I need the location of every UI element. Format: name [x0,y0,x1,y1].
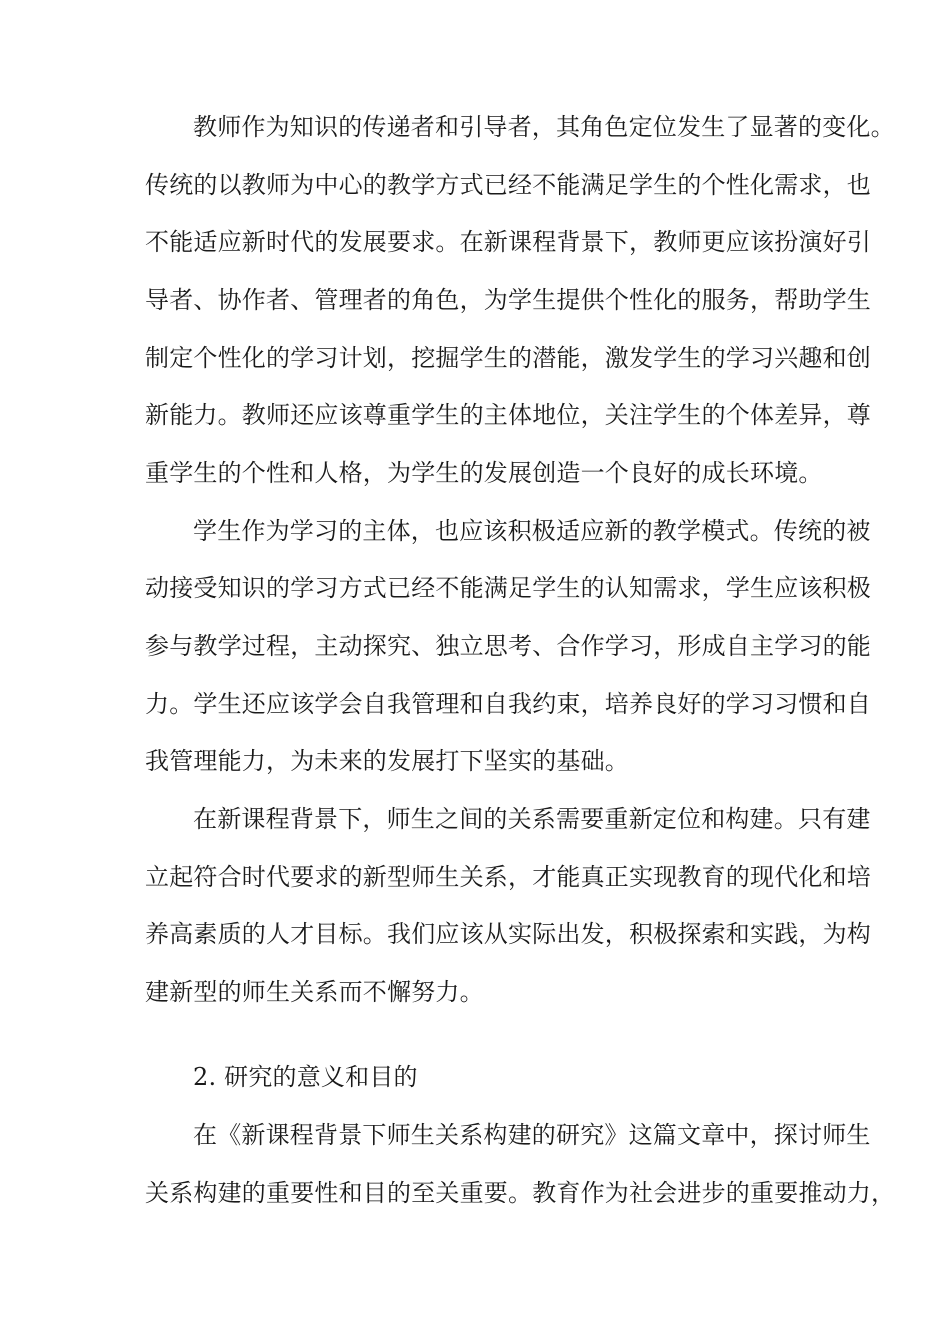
paragraph-1-line-1: 教师作为知识的传递者和引导者，其角色定位发生了显著的变化。 [193,113,895,141]
paragraph-2-line-5: 我管理能力，为未来的发展打下坚实的基础。 [145,747,629,775]
paragraph-1-line-2: 传统的以教师为中心的教学方式已经不能满足学生的个性化需求，也 [145,171,871,199]
paragraph-3-line-4: 建新型的师生关系而不懈努力。 [145,978,484,1006]
paragraph-3-line-2: 立起符合时代要求的新型师生关系，才能真正实现教育的现代化和培 [145,863,871,891]
paragraph-2-line-2: 动接受知识的学习方式已经不能满足学生的认知需求，学生应该积极 [145,574,871,602]
paragraph-2-line-4: 力。学生还应该学会自我管理和自我约束，培养良好的学习习惯和自 [145,690,871,718]
paragraph-1-line-5: 制定个性化的学习计划，挖掘学生的潜能，激发学生的学习兴趣和创 [145,344,871,372]
paragraph-1-line-4: 导者、协作者、管理者的角色，为学生提供个性化的服务，帮助学生 [145,286,871,314]
paragraph-2-line-1: 学生作为学习的主体，也应该积极适应新的教学模式。传统的被 [193,517,871,545]
paragraph-4-line-2: 关系构建的重要性和目的至关重要。教育作为社会进步的重要推动力， [145,1179,896,1207]
section-heading: 2. 研究的意义和目的 [193,1063,418,1091]
paragraph-3-line-3: 养高素质的人才目标。我们应该从实际出发，积极探索和实践，为构 [145,920,871,948]
paragraph-2-line-3: 参与教学过程，主动探究、独立思考、合作学习，形成自主学习的能 [145,632,871,660]
paragraph-3-line-1: 在新课程背景下，师生之间的关系需要重新定位和构建。只有建 [193,805,871,833]
paragraph-1-line-7: 重学生的个性和人格，为学生的发展创造一个良好的成长环境。 [145,459,823,487]
paragraph-1-line-3: 不能适应新时代的发展要求。在新课程背景下，教师更应该扮演好引 [145,228,871,256]
paragraph-4-line-1: 在《新课程背景下师生关系构建的研究》这篇文章中，探讨师生 [193,1121,871,1149]
paragraph-1-line-6: 新能力。教师还应该尊重学生的主体地位，关注学生的个体差异，尊 [145,401,871,429]
